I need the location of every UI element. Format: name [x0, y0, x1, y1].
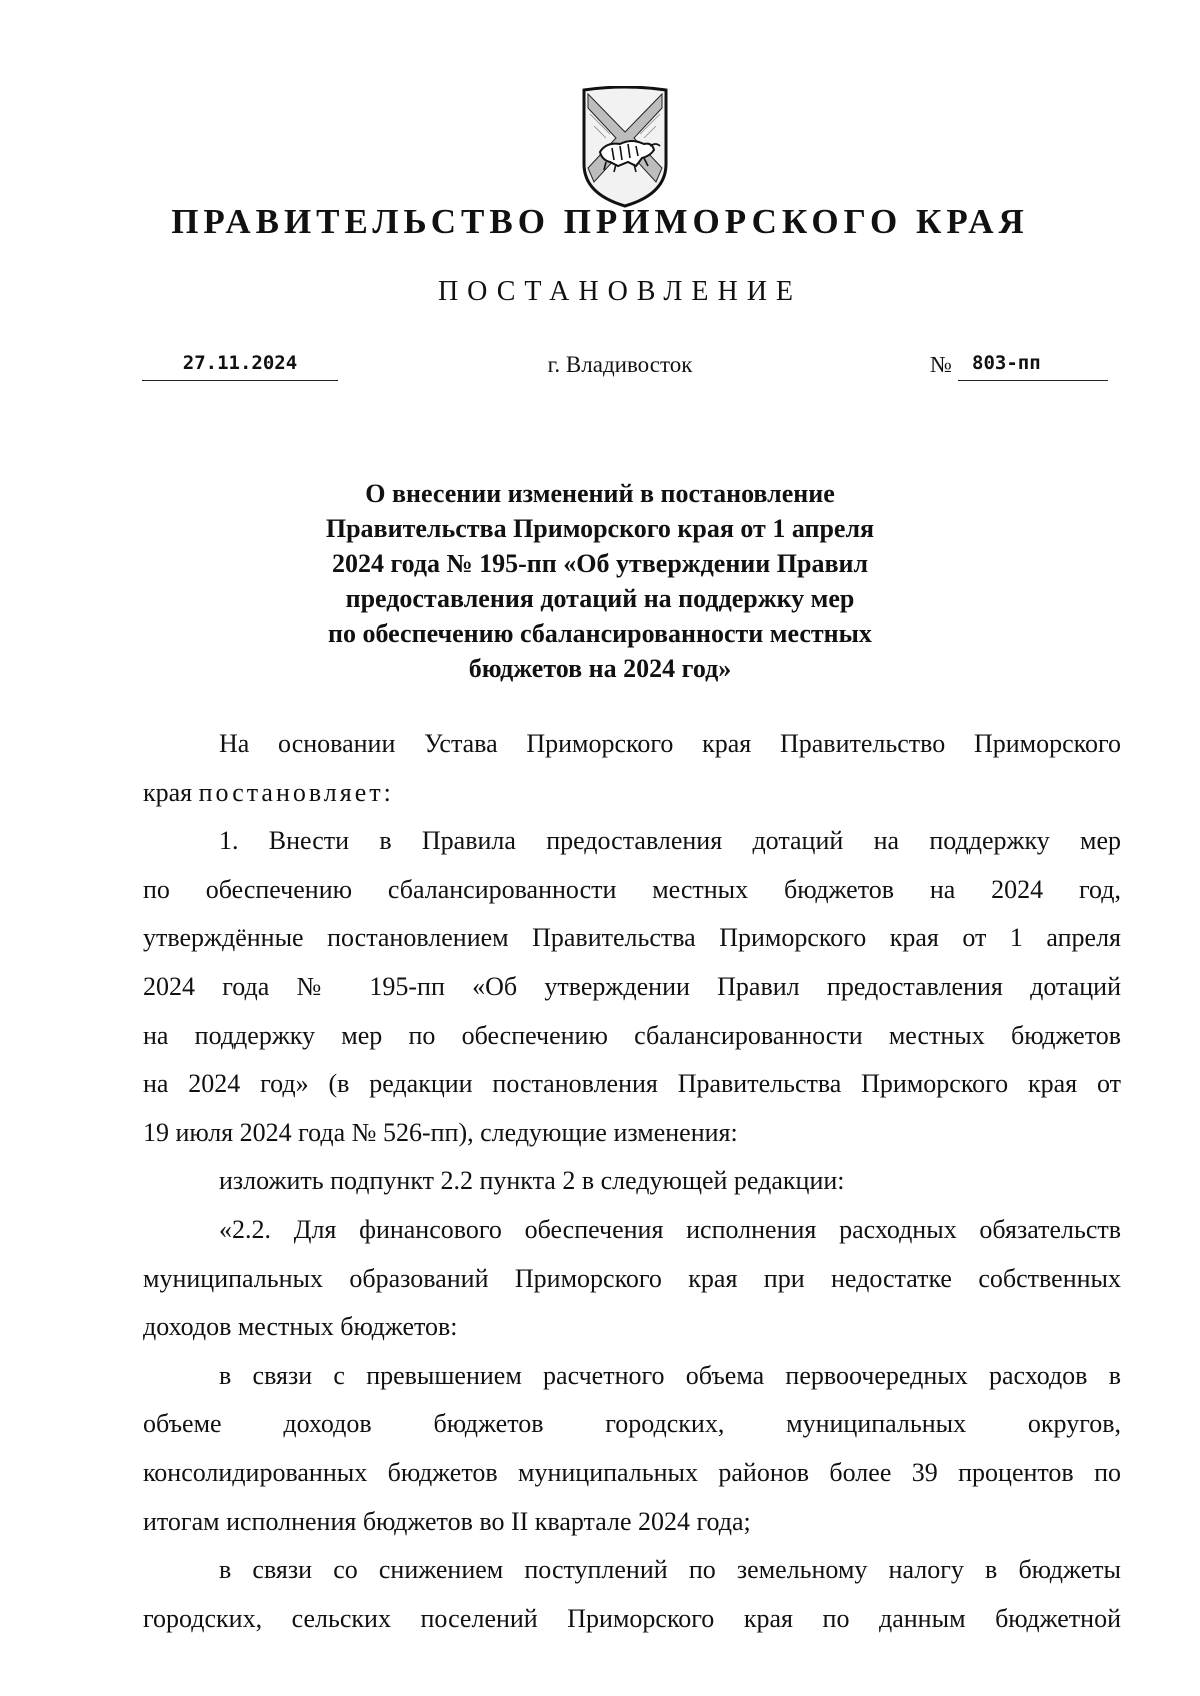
subject-line: бюджетов на 2024 год» [468, 654, 732, 683]
body-line: в связи со снижением поступлений по земельному налогу в бюджеты [219, 1555, 1121, 1585]
subject-line: предоставления дотаций на поддержку мер [345, 584, 855, 613]
body-line: 1. Внести в Правила предоставления дотаций на поддержку мер [219, 826, 1121, 856]
resolves-word: постановляет: [198, 777, 394, 807]
body-line: по обеспечению сбалансированности местных бюджетов на 2024 год, [143, 874, 1121, 904]
document-body [143, 720, 1121, 1643]
body-line: итогам исполнения бюджетов во II квартале 2024 года; [143, 1506, 751, 1536]
subject-line: по обеспечению сбалансированности местных [328, 619, 872, 648]
government-title: ПРАВИТЕЛЬСТВО ПРИМОРСКОГО КРАЯ [171, 202, 1029, 241]
body-line: на 2024 год» (в редакции постановления Правительства Приморского края от [143, 1069, 1121, 1099]
subject-line: О внесении изменений в постановление [365, 479, 835, 508]
document-date: 27.11.2024 [142, 352, 338, 381]
body-line: в связи с превышением расчетного объема первоочередных расходов в [219, 1360, 1121, 1390]
body-line: утверждённые постановлением Правительства Приморского края от 1 апреля [143, 923, 1121, 953]
body-line [143, 769, 1121, 818]
body-text: края [143, 777, 199, 807]
subject-line: 2024 года № 195-пп «Об утверждении Правил [331, 549, 869, 578]
document-number: 803-пп [958, 352, 1108, 381]
body-line: «2.2. Для финансового обеспечения исполнения расходных обязательств [219, 1214, 1121, 1244]
document-subject [300, 476, 900, 686]
body-line: на поддержку мер по обеспечению сбалансированности местных бюджетов [143, 1020, 1121, 1050]
body-line: 19 июля 2024 года № 526-пп), следующие изменения: [143, 1117, 738, 1147]
document-city: г. Владивосток [547, 352, 693, 377]
document-type-heading: ПОСТАНОВЛЕНИЕ [437, 276, 803, 307]
coat-of-arms-emblem [576, 86, 674, 210]
subject-line: Правительства Приморского края от 1 апреля [325, 514, 875, 543]
body-line: объеме доходов бюджетов городских, муниципальных округов, [143, 1409, 1121, 1439]
body-line: доходов местных бюджетов: [143, 1312, 458, 1342]
body-line: муниципальных образований Приморского края при недостатке собственных [143, 1263, 1121, 1293]
body-line: На основании Устава Приморского края Правительство Приморского [219, 729, 1121, 758]
number-sign: № [930, 352, 952, 377]
body-line: городских, сельских поселений Приморского края по данным бюджетной [143, 1603, 1121, 1633]
body-line: изложить подпункт 2.2 пункта 2 в следующей редакции: [219, 1166, 845, 1196]
body-line: 2024 года № 195-пп «Об утверждении Правил предоставления дотаций [143, 971, 1121, 1001]
body-line: консолидированных бюджетов муниципальных районов более 39 процентов по [143, 1457, 1121, 1487]
